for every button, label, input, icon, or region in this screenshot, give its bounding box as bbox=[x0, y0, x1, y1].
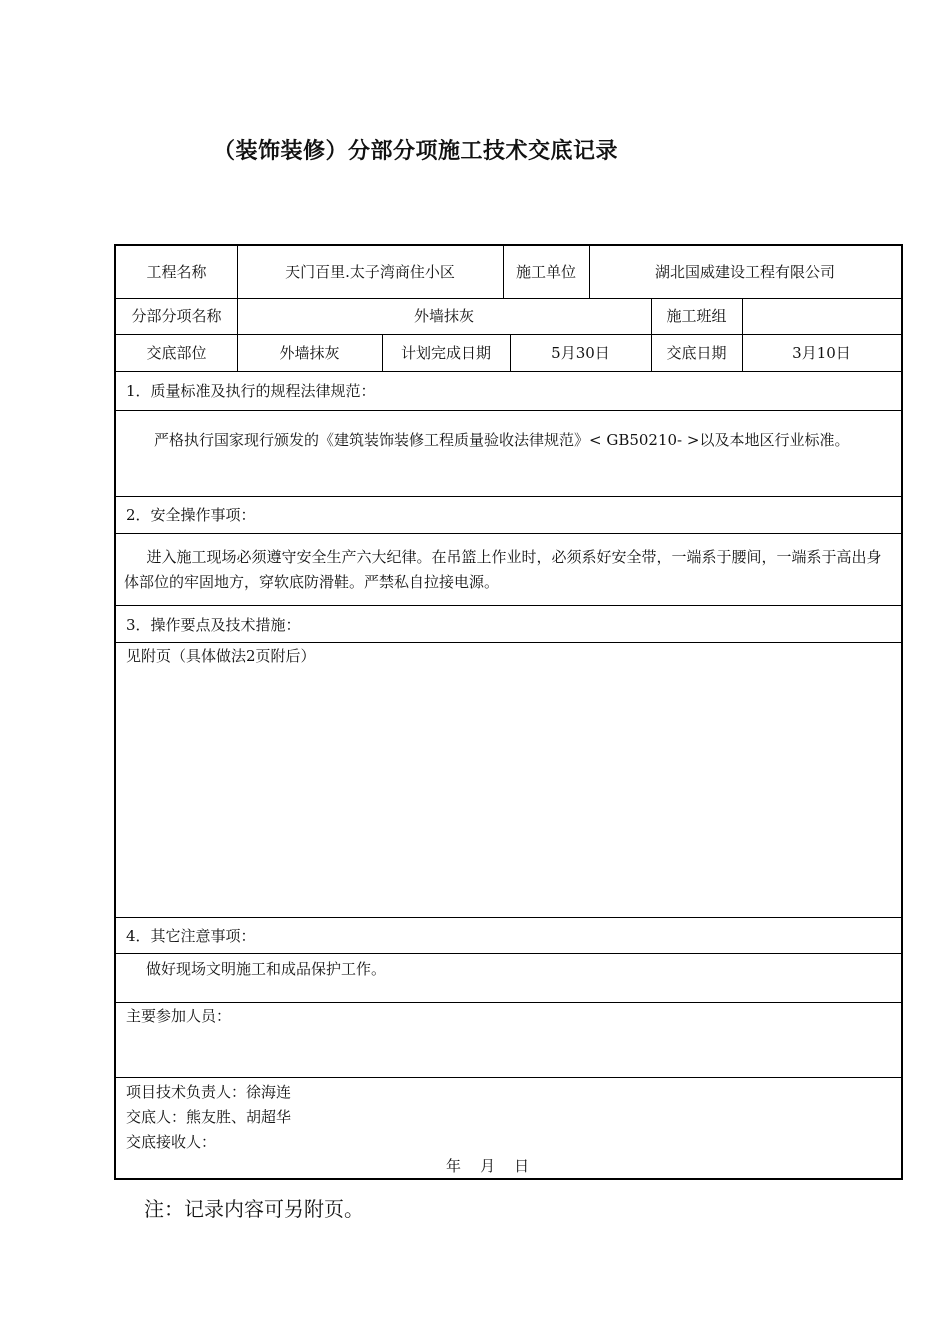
safety-text: 进入施工现场必须遵守安全生产六大纪律。在吊篮上作业时，必须系好安全带，一端系于腰间，一端系于高出身体部位的牢固地方，穿软底防滑鞋。严禁私自拉接电源。 bbox=[124, 548, 882, 591]
divider bbox=[116, 642, 901, 643]
participants-label: 主要参加人员： bbox=[126, 1007, 232, 1025]
divider bbox=[116, 1077, 901, 1078]
divider bbox=[116, 953, 901, 954]
presenter: 交底人：熊友胜、胡超华 bbox=[126, 1108, 292, 1126]
handover-date-value: 3月10日 bbox=[792, 343, 851, 362]
construction-unit-label: 施工单位 bbox=[515, 263, 576, 281]
divider bbox=[116, 1002, 901, 1003]
location-label: 交底部位 bbox=[146, 343, 207, 362]
operation-heading: 3．操作要点及技术措施： bbox=[126, 616, 301, 634]
subitem-value: 外墙抹灰 bbox=[413, 307, 474, 325]
operation-text: 见附页（具体做法2页附后） bbox=[126, 647, 316, 665]
other-text: 做好现场文明施工和成品保护工作。 bbox=[146, 960, 387, 978]
project-name-label: 工程名称 bbox=[146, 263, 207, 281]
handover-date-label: 交底日期 bbox=[666, 343, 727, 362]
divider bbox=[116, 917, 901, 918]
safety-heading: 2．安全操作事项： bbox=[126, 506, 256, 524]
date-line: 年 月 日 bbox=[446, 1157, 530, 1175]
subitem-label: 分部分项名称 bbox=[131, 307, 222, 325]
construction-unit-value: 湖北国威建设工程有限公司 bbox=[654, 263, 835, 281]
divider bbox=[589, 246, 590, 298]
receiver: 交底接收人： bbox=[126, 1133, 217, 1151]
page-title: （装饰装修）分部分项施工技术交底记录 bbox=[213, 139, 619, 164]
divider bbox=[116, 410, 901, 411]
location-value: 外墙抹灰 bbox=[279, 343, 340, 362]
divider bbox=[116, 533, 901, 534]
quality-text: 严格执行国家现行颁发的《建筑装饰装修工程质量验收法律规范》< GB50210- >以及本地区行业标准。 bbox=[154, 431, 850, 449]
other-heading: 4．其它注意事项： bbox=[126, 927, 256, 945]
team-label: 施工班组 bbox=[666, 307, 727, 325]
divider bbox=[382, 334, 383, 371]
divider bbox=[510, 334, 511, 371]
team-value bbox=[742, 298, 901, 334]
quality-heading: 1．质量标准及执行的规程法律规范： bbox=[126, 382, 376, 400]
divider bbox=[116, 496, 901, 497]
project-name-value: 天门百里.太子湾商住小区 bbox=[285, 263, 455, 281]
planned-date-label: 计划完成日期 bbox=[400, 343, 491, 362]
tech-lead: 项目技术负责人：徐海连 bbox=[126, 1083, 292, 1101]
divider bbox=[116, 605, 901, 606]
handover-record-form bbox=[114, 244, 903, 1180]
footer-note: 注：记录内容可另附页。 bbox=[144, 1197, 364, 1221]
planned-date-value: 5月30日 bbox=[551, 343, 610, 362]
divider bbox=[503, 246, 504, 298]
divider bbox=[116, 371, 901, 372]
